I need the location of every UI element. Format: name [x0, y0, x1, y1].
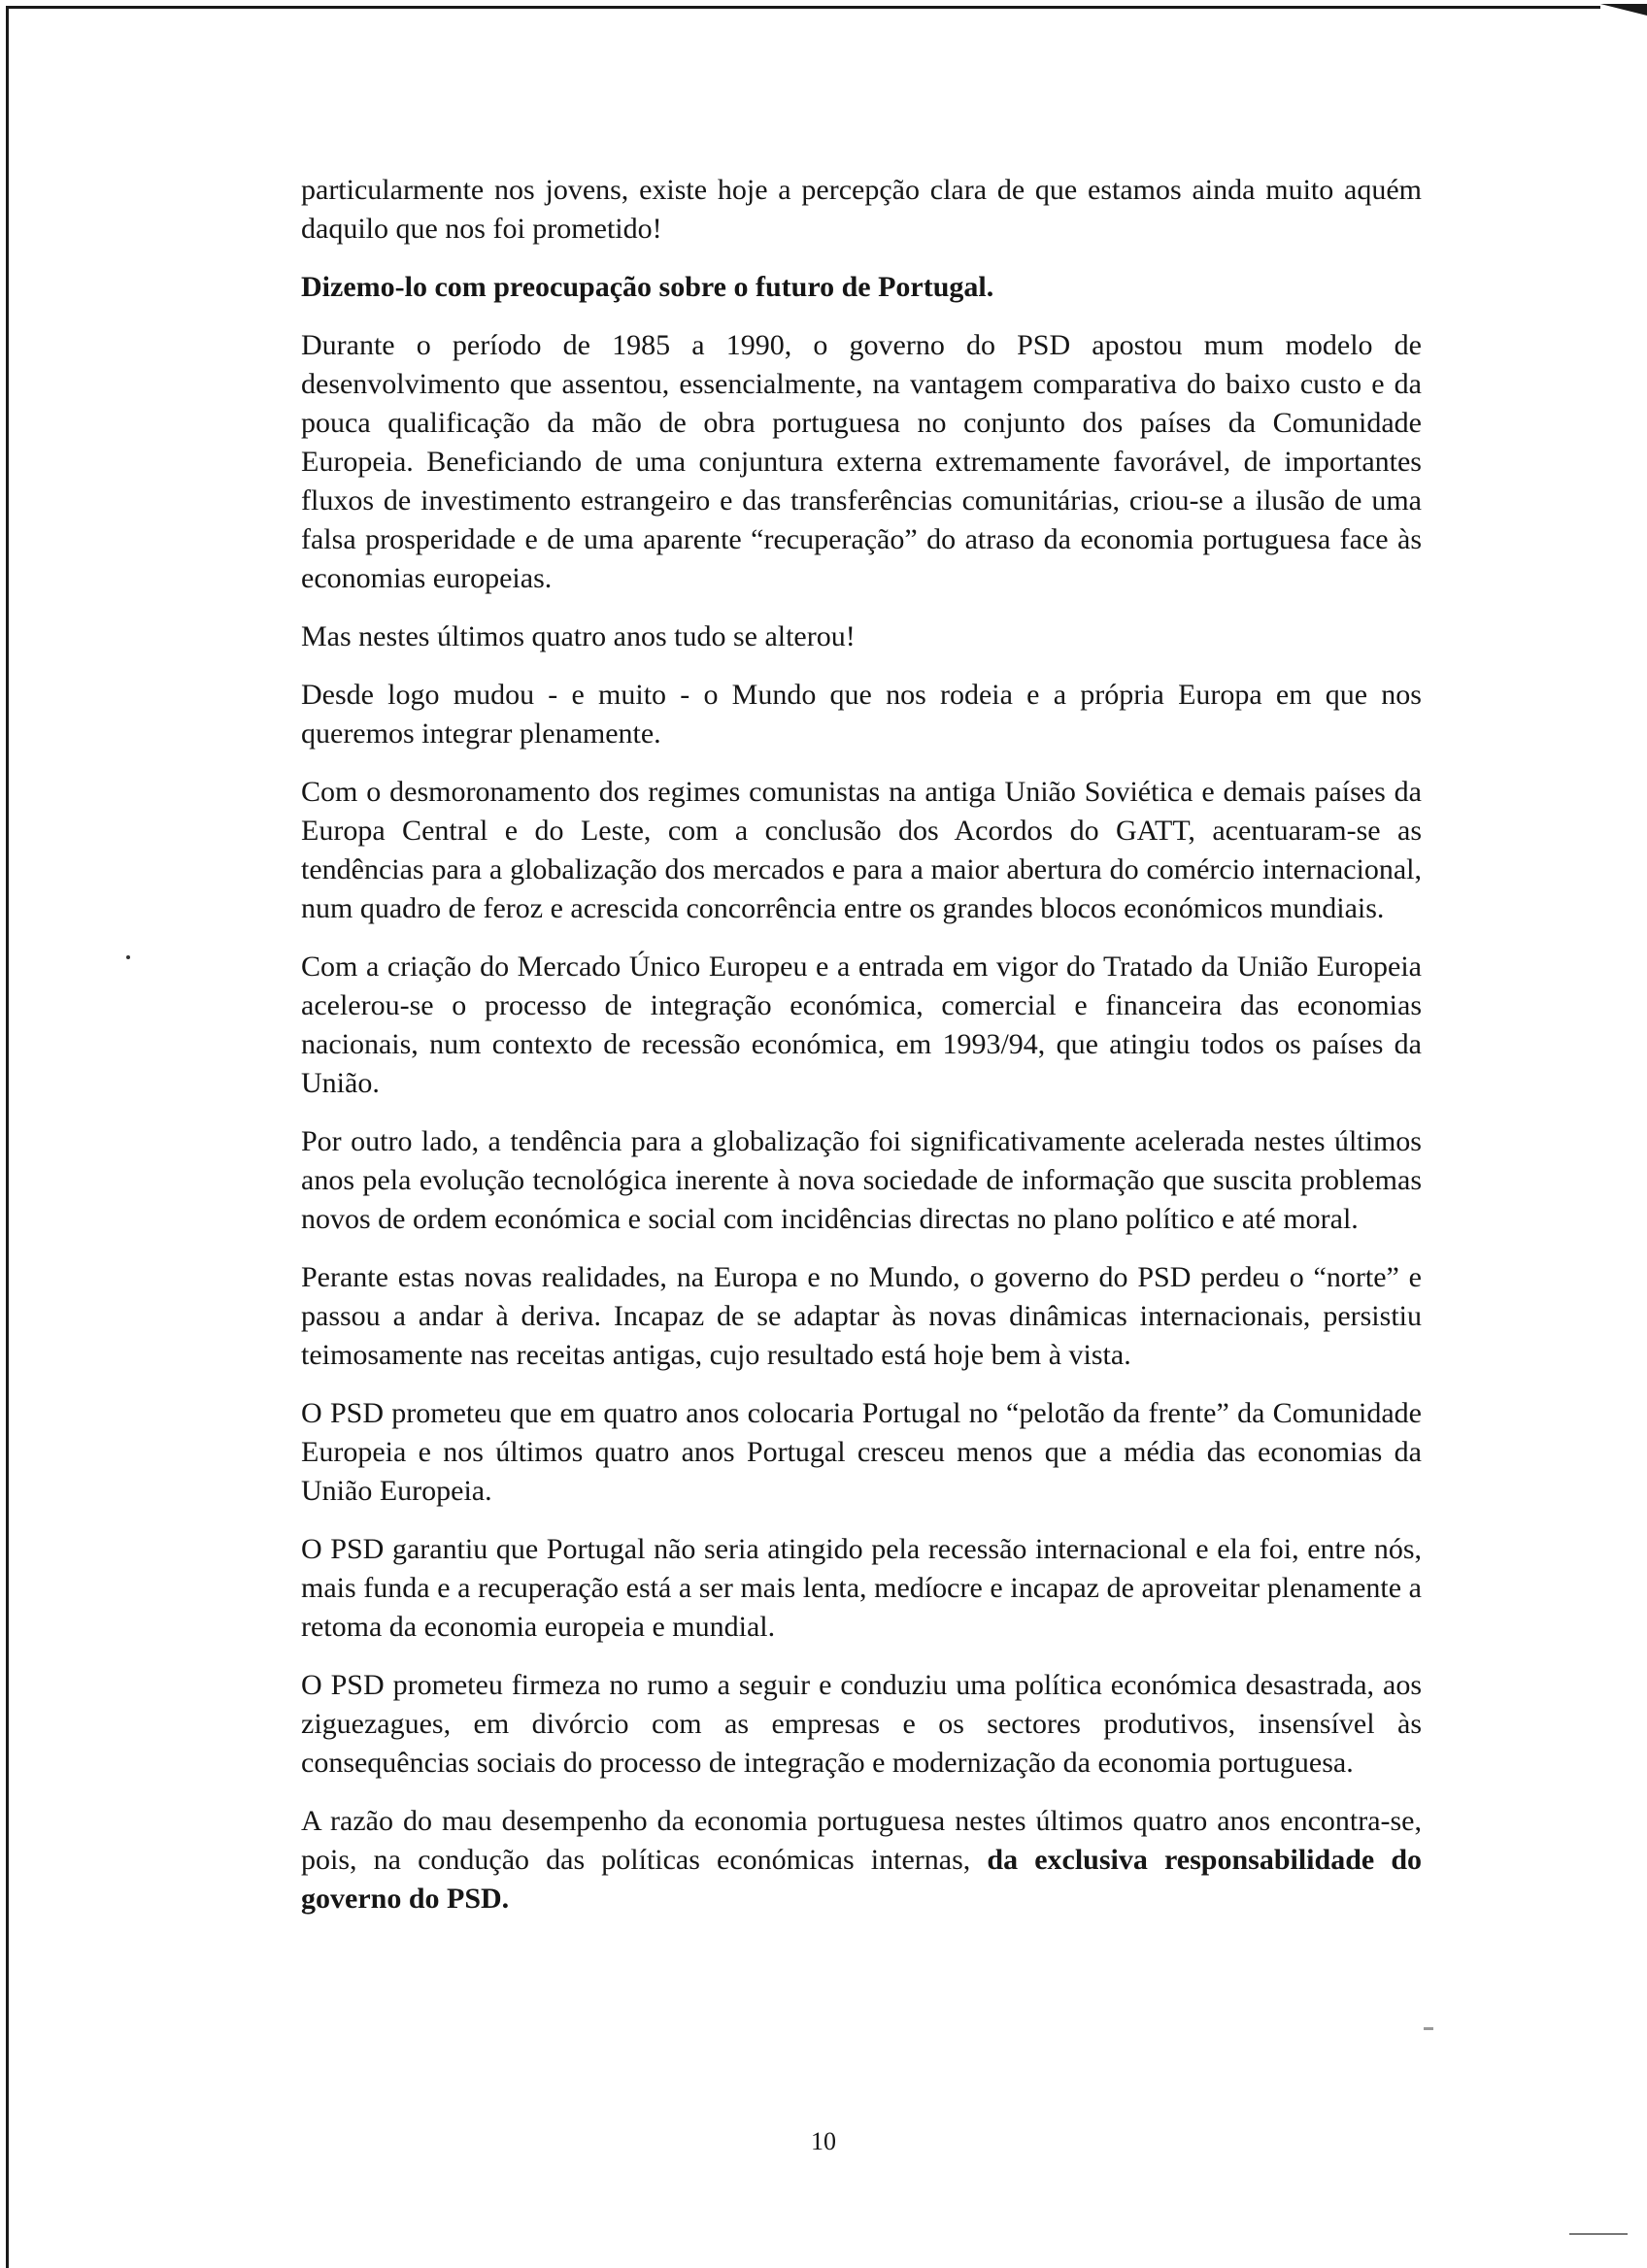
final-paragraph-bold-text: da exclusiva responsabilidade do governo do PSD. [301, 1844, 1423, 1915]
page-number: 10 [811, 2127, 836, 2155]
paragraph-5: Com o desmoronamento dos regimes comunistas na antiga União Soviética e demais países da Europa Central e do Leste, com a conclusão dos Acordos do GATT, acentuaram-se as tendências para a globalização dos mercados e para a maior abertura do comércio internacional, num quadro de feroz e acrescida concorrência entre os grandes blocos económicos mundiais. [301, 776, 1422, 924]
paragraph-4: Desde logo mudou - e muito - o Mundo que nos rodeia e a própria Europa em que nos queremos integrar plenamente. [301, 679, 1422, 750]
paragraph-6: Com a criação do Mercado Único Europeu e a entrada em vigor do Tratado da União Europeia acelerou-se o processo de integração económica, comercial e financeira das economias nacionais, num contexto de recessão económica, em 1993/94, que atingiu todos os países da União. [301, 951, 1422, 1099]
paragraph-7: Por outro lado, a tendência para a globalização foi significativamente acelerada nestes últimos anos pela evolução tecnológica inerente à nova sociedade de informação que suscita problemas novos de ordem económica e social com incidências directas no plano político e até moral. [301, 1125, 1422, 1235]
final-paragraph-text: A razão do mau desempenho da economia portuguesa nestes últimos quatro anos encontra-se, pois, na condução das políticas económicas internas, [301, 1805, 1422, 1876]
paragraph-final [301, 1802, 1422, 1918]
document-body [301, 171, 1422, 1938]
paragraph-11: O PSD prometeu firmeza no rumo a seguir e conduziu uma política económica desastrada, aos ziguezagues, em divórcio com as empresas e os sectores produtivos, insensível às consequências sociais do processo de integração e modernização da economia portuguesa. [301, 1669, 1422, 1779]
paragraph-8: Perante estas novas realidades, na Europa e no Mundo, o governo do PSD perdeu o “norte” e passou a andar à deriva. Incapaz de se adaptar às novas dinâmicas internacionais, persistiu teimosamente nas receitas antigas, cujo resultado está hoje bem à vista. [301, 1261, 1422, 1371]
paragraph-2: Durante o período de 1985 a 1990, o governo do PSD apostou mum modelo de desenvolvimento que assentou, essencialmente, na vantagem comparativa do baixo custo e da pouca qualificação da mão de obra portuguesa no conjunto dos países da Comunidade Europeia. Beneficiando de uma conjuntura externa extremamente favorável, de importantes fluxos de investimento estrangeiro e das transferências comunitárias, criou-se a ilusão de uma falsa prosperidade e de uma aparente “recuperação” do atraso da economia portuguesa face às economias europeias. [301, 329, 1422, 594]
scan-border-top [8, 6, 1600, 9]
section-heading: Dizemo-lo com preocupação sobre o futuro de Portugal. [301, 271, 994, 303]
scan-bottom-mark [1569, 2233, 1628, 2235]
paragraph-1: particularmente nos jovens, existe hoje a percepção clara de que estamos ainda muito aquém daquilo que nos foi prometido! [301, 174, 1422, 245]
paragraph-3: Mas nestes últimos quatro anos tudo se alterou! [301, 620, 856, 652]
scan-corner-mark [1600, 4, 1647, 16]
scan-speck-artifact [1424, 2027, 1433, 2030]
paragraph-10: O PSD garantiu que Portugal não seria atingido pela recessão internacional e ela foi, entre nós, mais funda e a recuperação está a ser mais lenta, medíocre e incapaz de aproveitar plenamente a retoma da economia europeia e mundial. [301, 1533, 1422, 1643]
scan-border-left [6, 6, 9, 2268]
scan-dot-artifact [126, 955, 130, 959]
paragraph-9: O PSD prometeu que em quatro anos colocaria Portugal no “pelotão da frente” da Comunidade Europeia e nos últimos quatro anos Portugal cresceu menos que a média das economias da União Europeia. [301, 1397, 1422, 1507]
